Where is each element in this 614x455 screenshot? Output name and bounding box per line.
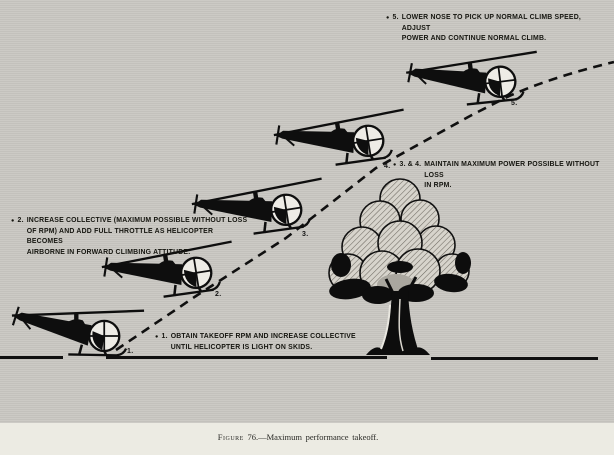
annotation-number: 1. — [161, 333, 168, 340]
position-label-5: 5. — [511, 100, 518, 107]
figure-caption-word: Figure — [217, 432, 244, 442]
annotation-step-3-4 — [393, 160, 608, 192]
tree-illustration — [320, 173, 480, 358]
figure-caption-text: 76.—Maximum performance takeoff. — [247, 432, 379, 442]
annotation-number: 5. — [392, 14, 399, 21]
position-label-2: 2. — [215, 291, 222, 298]
annotation-step-2 — [11, 216, 251, 259]
position-label-4: 4. — [384, 163, 391, 170]
annotation-number: 3. & 4. — [399, 161, 422, 168]
bullet-icon: ● — [393, 162, 397, 168]
position-label-1: 1. — [127, 348, 134, 355]
annotation-text: INCREASE COLLECTIVE (MAXIMUM POSSIBLE WITHOUT LOSS OF RPM) AND ADD FULL THROTTLE AS HELICOPTER BECOMES AIRBORNE IN FORWARD CLIMBING ATTITUDE. — [26, 217, 248, 257]
figure-caption — [0, 432, 605, 442]
annotation-text: MAINTAIN MAXIMUM POWER POSSIBLE WITHOUT LOSS IN RPM. — [424, 161, 600, 190]
bullet-icon: ● — [386, 15, 390, 21]
annotation-text: OBTAIN TAKEOFF RPM AND INCREASE COLLECTIVE UNTIL HELICOPTER IS LIGHT ON SKIDS. — [170, 333, 356, 351]
bullet-icon: ● — [155, 334, 159, 340]
position-label-3: 3. — [302, 231, 309, 238]
annotation-step-1 — [155, 332, 380, 353]
helicopter-position-1 — [10, 305, 146, 363]
bullet-icon: ● — [11, 218, 15, 224]
annotation-text: LOWER NOSE TO PICK UP NORMAL CLIMB SPEED, ADJUST POWER AND CONTINUE NORMAL CLIMB. — [401, 14, 582, 43]
annotation-step-5 — [386, 13, 601, 45]
annotation-number: 2. — [17, 217, 24, 224]
